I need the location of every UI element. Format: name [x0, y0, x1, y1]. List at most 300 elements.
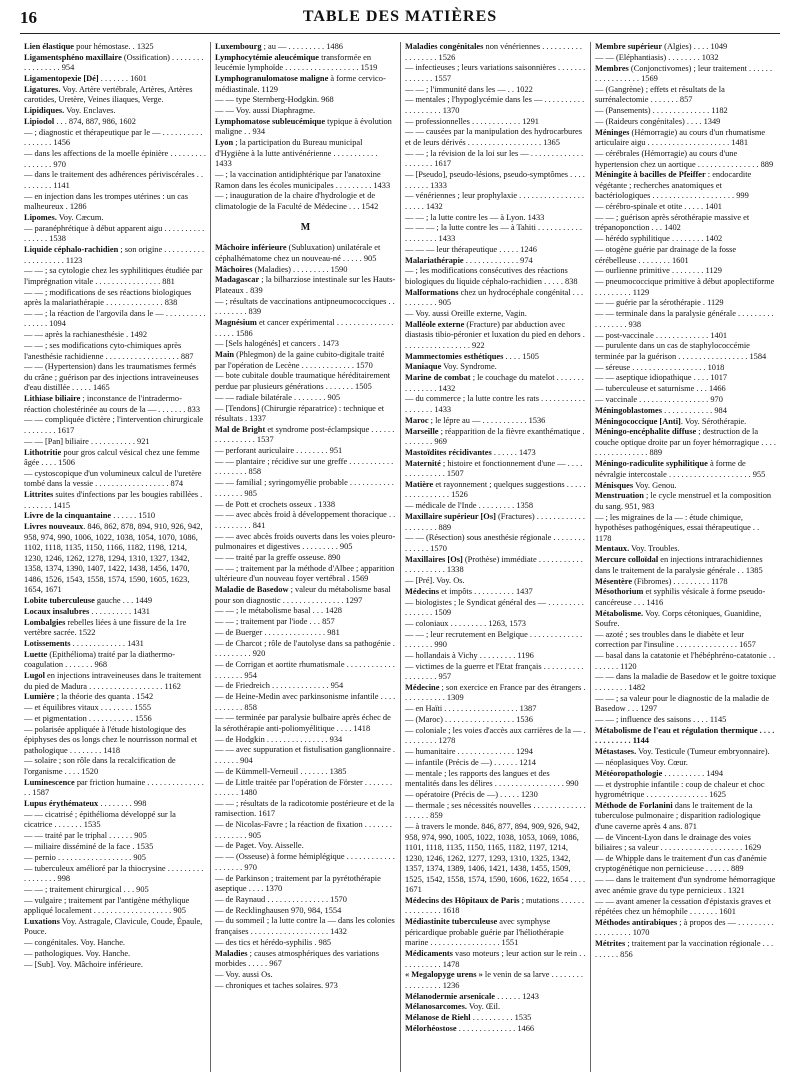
- index-entry: [24, 394, 206, 415]
- entry-text: — (Maroc) . . . . . . . . . . . . . . . . . 1536: [405, 715, 533, 725]
- entry-heading: Lymphocytémie aleucémique: [215, 52, 319, 62]
- entry-text: (Epithélioma) traité par la diathermo-coagulation . . . . . . . 968: [24, 649, 175, 670]
- entry-text: (Conjonctivomes) ; leur traitement . . . . . . . . . . . . . . . . . 1569: [595, 63, 773, 84]
- entry-text: en injections intrarachidiennes dans le traitement de la paralysie générale . . 1385: [595, 555, 763, 575]
- entry-text: et impôts . . . . . . . . . . 1437: [438, 586, 533, 596]
- index-entry: [405, 970, 586, 991]
- entry-text: et cancer expérimental . . . . . . . . . . . . . . . . . . . 1586: [215, 318, 394, 338]
- entry-heading: Mentaux.: [595, 544, 630, 554]
- entry-heading: Malléole externe: [405, 319, 465, 329]
- index-entry: [215, 745, 396, 766]
- entry-text: (Subluxation) unilatérale et céphalhématome chez un nouveau-né . . . . . 905: [215, 243, 381, 263]
- entry-text: (Fibromes) . . . . . . . . . 1178: [632, 576, 728, 586]
- entry-text: — ourlienne primitive . . . . . . . . 1129: [595, 266, 722, 276]
- entry-text: à forme cervico-médiastinale. 1129: [215, 74, 386, 94]
- index-entry: [24, 85, 206, 106]
- index-entry: [215, 617, 396, 628]
- entry-text: et syphilis vésicale à forme pseudo-cancéreuse . . . 1416: [595, 587, 766, 607]
- entry-text: . . . . . . . . 998: [98, 799, 147, 809]
- index-entry: [215, 339, 396, 350]
- entry-text: — hérédo syphilitique . . . . . . . . 1402: [595, 234, 723, 244]
- index-entry: [595, 128, 776, 149]
- index-entry: [215, 938, 396, 949]
- index-entry: [405, 822, 586, 896]
- entry-text: ; causes atmosphériques des variations morbides . . . . . 967: [215, 948, 379, 969]
- index-entry: [24, 170, 206, 191]
- entry-text: — médicale de l'Inde . . . . . . . . . 1358: [405, 501, 534, 511]
- index-entry: [24, 74, 206, 85]
- entry-heading: Ligatures.: [24, 84, 61, 94]
- entry-text: — [Pré]. Voy. Os.: [405, 575, 465, 585]
- index-entry: [24, 831, 206, 842]
- entry-heading: Lugol: [24, 671, 45, 680]
- entry-text: ; destruction de la couche optique droite par un foyer hémorragique . . . . . . . . . . . . . . . . . 889: [595, 427, 776, 458]
- entry-heading: Lyon: [215, 138, 234, 148]
- entry-text: — — aseptique idiopathique . . . . 1017: [595, 373, 728, 383]
- index-entry: [405, 416, 586, 427]
- index-entry: [24, 810, 206, 831]
- entry-text: — — ; guérison après sérothérapie massive et trépanoponction . . . 1402: [595, 212, 750, 233]
- entry-heading: Maxillaires [Os]: [405, 554, 463, 564]
- entry-heading: Médecine: [405, 682, 440, 692]
- entry-text: — [Sub]. Voy. Mâchoire inférieure.: [24, 959, 143, 969]
- index-entry: [595, 42, 776, 53]
- entry-text: suites d'infections par les bougies rabillées . . . . . . . . 1415: [24, 490, 203, 510]
- index-entry: [215, 713, 396, 734]
- page-number: 16: [20, 8, 37, 27]
- index-entry: [215, 500, 396, 511]
- entry-text: — — dans le traitement d'un syndrome hémorragique avec anémie grave du type pernicieux . 1321: [595, 875, 776, 895]
- entry-text: — du sommeil ; la lutte contre la — dans les colonies françaises . . . . . . . . . . . . . . . . . . . 1432: [215, 916, 395, 936]
- index-entry: [24, 725, 206, 757]
- index-entry: [595, 459, 776, 480]
- index-entry: [595, 117, 776, 128]
- index-column-4: [590, 42, 780, 1072]
- entry-text: gauche . . . 1449: [94, 596, 153, 606]
- entry-heading: Méninges: [595, 127, 630, 137]
- index-entry: [405, 459, 586, 480]
- entry-text: — ; inauguration de la chaire d'hydrologie et de climatologie de la Faculté de Médecine . . . 1542: [215, 191, 379, 211]
- entry-text: — opératoire (Précis de —) . . . . . 1230: [405, 790, 538, 800]
- index-entry: [595, 544, 776, 555]
- index-entry: [215, 820, 396, 841]
- index-entry: [405, 85, 586, 96]
- index-entry: [405, 427, 586, 448]
- entry-text: . . . . 1505: [503, 351, 539, 361]
- index-entry: [595, 609, 776, 630]
- index-entry: [405, 801, 586, 822]
- index-entry: [24, 245, 206, 266]
- index-entry: [595, 298, 776, 309]
- index-entry: [215, 639, 396, 660]
- index-entry: [405, 619, 586, 630]
- index-entry: [595, 833, 776, 854]
- index-entry: [595, 694, 776, 715]
- index-entry: [215, 275, 396, 296]
- entry-text: — dans le traitement des adhérences périviscérales . . . . . . . . . 1141: [24, 170, 204, 190]
- index-entry: [405, 512, 586, 533]
- entry-heading: « Megalopyge urens »: [405, 970, 483, 980]
- index-entry: [405, 683, 586, 704]
- entry-text: en injections intraveineuses dans le traitement du pied de Madura . . . . . . . . . . . . . . . . . . 1162: [24, 671, 202, 691]
- index-entry: [24, 917, 206, 938]
- entry-text: — — (Eléphantiasis) . . . . . . . . 1032: [595, 52, 719, 62]
- index-entry: [215, 767, 396, 778]
- index-entry: [215, 446, 396, 457]
- entry-text: non vénériennes . . . . . . . . . . . . . . . . . . 1526: [405, 42, 583, 62]
- page-header: [20, 8, 780, 30]
- index-entry: [24, 490, 206, 511]
- index-entry: [24, 117, 206, 128]
- index-entry: [215, 138, 396, 170]
- index-entry: [405, 1024, 586, 1035]
- index-entry: [405, 587, 586, 598]
- index-entry: [24, 639, 206, 650]
- index-entry: [595, 149, 776, 170]
- entry-text: — de Vincent-Lyon dans le drainage des voies biliaires ; sa valeur . . . . . . . . . . . . . . . . . . . . 1629: [595, 832, 762, 853]
- entry-text: — coloniale ; les voies d'accès aux carrières de la — . . . . . . . . . 1278: [405, 725, 586, 746]
- entry-text: — pathologiques. Voy. Hanche.: [24, 949, 131, 959]
- entry-text: — — type Sternberg-Hodgkin. 968: [215, 95, 334, 105]
- index-entry: [215, 106, 396, 117]
- index-entry: [24, 864, 206, 885]
- entry-text: — infantile (Précis de —) . . . . . . 1214: [405, 757, 536, 767]
- index-entry: [405, 758, 586, 769]
- entry-text: — — ; la révision de la loi sur les — . . . . . . . . . . . . . . . . . . . . 1617: [405, 148, 584, 169]
- index-entry: [405, 63, 586, 84]
- index-entry: [24, 618, 206, 639]
- index-entry: [405, 790, 586, 801]
- entry-text: . . . . . . . . . . . . . 974: [463, 255, 533, 265]
- entry-text: — — ; sa valeur pour le diagnostic de la maladie de Basedow . . . 1297: [595, 693, 770, 714]
- index-entry: [215, 981, 396, 992]
- entry-heading: Lipidiques.: [24, 106, 65, 116]
- entry-text: — de Nicolas-Favre ; la réaction de fixation . . . . . . . . . . . . . . . 905: [215, 820, 392, 840]
- index-column-1: [20, 42, 210, 1072]
- index-entry: [24, 960, 206, 971]
- index-entry: [215, 906, 396, 917]
- index-entry: [24, 607, 206, 618]
- entry-text: — (Raideurs congénitales) . . . . 1349: [595, 116, 721, 126]
- entry-text: — hollandais à Vichy . . . . . . . . . 1196: [405, 650, 534, 660]
- index-entry: [405, 704, 586, 715]
- entry-text: ; la bilharziose intestinale sur les Hauts-Plateaux . 839: [215, 275, 396, 295]
- index-entry: [595, 395, 776, 406]
- entry-heading: Malformations: [405, 287, 459, 297]
- entry-text: — bote cubitale double traumatique héréditairement perdue par plusieurs générations . . . . . . . 1505: [215, 371, 391, 391]
- index-entry: [595, 406, 776, 417]
- entry-heading: Madagascar: [215, 275, 260, 285]
- index-entry: [595, 64, 776, 85]
- entry-text: — vulgaire ; traitement par l'antigène méthylique appliqué localement . . . . . . . . . . . . . . . . . . . 905: [24, 895, 190, 916]
- entry-text: — [Sels halogénés] et cancers . 1473: [215, 339, 339, 349]
- entry-text: ; son origine . . . . . . . . . . . . . . . . . . . . 1123: [24, 245, 205, 265]
- entry-text: — de Heine-Medin avec parkinsonisme infantile . . . . . . . . . . . 858: [215, 692, 396, 712]
- entry-heading: Maladies: [215, 948, 248, 958]
- entry-text: — ; les modifications consécutives des réactions biologiques du liquide céphalo-rachidien . . . . . 838: [405, 266, 578, 286]
- index-entry: [24, 799, 206, 810]
- entry-heading: Lobite tuberculeuse: [24, 596, 95, 606]
- index-entry: [215, 265, 396, 276]
- entry-text: ; son exercice en France par des étrangers . . . . . . . . . . . 1309: [405, 682, 586, 703]
- index-entry: [595, 897, 776, 918]
- index-entry: [595, 491, 776, 512]
- entry-heading: Mammectomies esthétiques: [405, 351, 504, 361]
- index-entry: [405, 352, 586, 363]
- index-entry: [215, 297, 396, 318]
- entry-heading: Mal de Bright: [215, 424, 266, 434]
- index-entry: [595, 630, 776, 651]
- index-entry: [405, 715, 586, 726]
- index-entry: [215, 170, 396, 191]
- index-entry: [215, 191, 396, 212]
- index-entry: [215, 117, 396, 138]
- entry-text: — — ; résultats de la radicotomie postérieure et de la ramisection. 1617: [215, 798, 395, 819]
- entry-text: — [Pseudo], pseudo-lésions, pseudo-symptômes . . . . . . . . . . 1333: [405, 170, 585, 190]
- index-entry: [595, 939, 776, 960]
- entry-text: — — ; le métabolisme basal . . . 1428: [215, 606, 342, 616]
- entry-text: et rayonnement ; quelques suggestions . . . . . . . . . . . . . . . . 1526: [405, 479, 586, 500]
- entry-text: — ; résultats de vaccinations antipneumococciques . . . . . . . . . . 839: [215, 296, 395, 317]
- entry-text: — infectieuses ; leurs variations saisonnières . . . . . . . . . . . . . . 1557: [405, 63, 586, 83]
- entry-heading: Maxillaire supérieur [Os]: [405, 512, 496, 522]
- index-entry: [405, 42, 586, 63]
- entry-text: typique à évolution maligne . . 934: [215, 116, 392, 137]
- entry-text: — et équilibres vitaux . . . . . . . . 1555: [24, 703, 152, 713]
- entry-text: — en injection dans les trompes utérines : un cas malheureux . 1286: [24, 191, 188, 212]
- entry-heading: Méthode de Forlanini: [595, 800, 673, 810]
- index-entry: [24, 128, 206, 149]
- index-entry: [595, 587, 776, 608]
- entry-text: dans le traitement de la tuberculose pulmonaire ; disparition radiologique d'une caverne après 4 ans. 871: [595, 800, 761, 831]
- entry-text: (Maladies) . . . . . . . . . 1590: [252, 264, 348, 274]
- index-entry: [595, 758, 776, 769]
- index-entry: [24, 949, 206, 960]
- index-entry: [595, 417, 776, 428]
- entry-text: — perforant auriculaire . . . . . . . . 951: [215, 446, 343, 456]
- entry-text: — paranéphrétique à début apparent aigu . . . . . . . . . . . . . . . . 1538: [24, 223, 205, 244]
- entry-text: — thermale ; ses nécessités nouvelles . . . . . . . . . . . . . . . . . . . 859: [405, 800, 586, 821]
- index-entry: [215, 949, 396, 970]
- entry-text: Voy. Corps cétoniques, Guanidine, Soufre.: [595, 608, 762, 629]
- index-column-2: [210, 42, 400, 1072]
- entry-text: — coloniaux . . . . . . . . . 1263, 1573: [405, 618, 526, 628]
- entry-text: — biologistes ; le Syndicat général des — . . . . . . . . . . . . . . . . 1509: [405, 597, 584, 617]
- entry-text: — ; diagnostic et thérapeutique par le — . . . . . . . . . . . . . . . . . 1456: [24, 127, 203, 148]
- entry-text: — — ; la réaction de l'argovila dans le — . . . . . . . . . . . . . . . . 1094: [24, 308, 206, 329]
- index-entry: [24, 42, 206, 53]
- entry-text: — — compliquée d'ictère ; l'intervention chirurgicale . . . . . . . . 1617: [24, 415, 204, 435]
- entry-heading: Médecins des Hôpitaux de Paris: [405, 895, 520, 905]
- index-entry: [24, 896, 206, 917]
- entry-text: — [Tendons] (Chirurgie réparatrice) : technique et résultats . 1337: [215, 403, 385, 424]
- index-entry: [595, 363, 776, 374]
- index-entry: [595, 202, 776, 213]
- index-entry: [595, 373, 776, 384]
- entry-text: — néoplasiques Voy. Cœur.: [595, 757, 688, 767]
- index-entry: [215, 735, 396, 746]
- entry-text: — polarisée appliquée à l'étude histologique des épiphyses des os longs chez le nourrisson normal et pathologique . . . . . . . . 1418: [24, 724, 198, 755]
- entry-text: — — guérie par la sérothérapie . 1129: [595, 298, 724, 308]
- entry-text: ; le lépre au — . . . . . . . . . . . 1536: [428, 415, 546, 425]
- entry-heading: Lithiase biliaire: [24, 394, 81, 404]
- index-column-3: [400, 42, 590, 1072]
- index-entry: [595, 170, 776, 202]
- index-entry: [24, 714, 206, 725]
- entry-text: ; histoire et fonctionnement d'une — . . . . . . . . . . . . . . 1507: [405, 458, 583, 479]
- index-entry: [405, 747, 586, 758]
- entry-text: . . . 874, 887, 986, 1602: [54, 116, 136, 126]
- index-entry: [215, 970, 396, 981]
- entry-text: — en Haïti . . . . . . . . . . . . . . . . . . 1387: [405, 704, 537, 714]
- entry-heading: Météoropathologie: [595, 768, 663, 778]
- entry-text: — — traité par la greffe osseuse. 890: [215, 552, 341, 562]
- index-entry: [215, 404, 396, 425]
- entry-text: (Algies) . . . . 1049: [662, 42, 728, 51]
- entry-text: — tuberculeux amélioré par la thiocrysine . . . . . . . . . . . . . . . . . 998: [24, 863, 204, 884]
- index-entry: [595, 266, 776, 277]
- index-entry: [595, 672, 776, 693]
- index-entry: [24, 448, 206, 469]
- index-entry: [405, 726, 586, 747]
- entry-text: — de Parkinson ; traitement par la pyrétothérapie aseptique . . . . 1370: [215, 873, 381, 894]
- index-entry: [595, 53, 776, 64]
- entry-heading: Liquide céphalo-rachidien: [24, 245, 119, 255]
- entry-text: — — radiale bilatérale . . . . . . . . 905: [215, 392, 341, 402]
- entry-text: . . . . . . . . . . 1535: [470, 1013, 532, 1023]
- index-entry: [405, 1013, 586, 1024]
- entry-text: Voy. Astragale, Clavicule, Coude, Épaule, Pouce.: [24, 916, 203, 937]
- entry-heading: Médecins: [405, 586, 439, 596]
- index-columns: [20, 42, 780, 1072]
- index-entry: [24, 703, 206, 714]
- entry-text: . . . . . . . 1601: [98, 74, 147, 84]
- entry-heading: Lombalgies: [24, 617, 66, 627]
- index-entry: [24, 522, 206, 596]
- entry-heading: Magnésium: [215, 318, 257, 328]
- index-entry: [215, 852, 396, 873]
- entry-heading: Ménisques: [595, 480, 634, 490]
- index-entry: [215, 916, 396, 937]
- entry-heading: Membres: [595, 63, 629, 73]
- entry-heading: Luette: [24, 649, 48, 659]
- index-entry: [405, 223, 586, 244]
- entry-heading: Mélanosarcomes.: [405, 1002, 467, 1012]
- entry-text: — — ; l'immunité dans les — . . 1022: [405, 84, 533, 94]
- entry-text: — (Gangrène) ; effets et résultats de la surrénalectomie . . . . . . . 857: [595, 84, 725, 105]
- entry-text: ; à propos des — . . . . . . . . . . . . . . . . . . 1070: [595, 917, 774, 938]
- entry-text: ; le cycle menstruel et la composition du sang. 951, 983: [595, 491, 772, 511]
- entry-text: — de Raynaud . . . . . . . . . . . . . . . 1570: [215, 894, 347, 904]
- index-entry: [405, 191, 586, 212]
- entry-text: . . . . . . 1473: [491, 447, 536, 457]
- entry-text: ; la participation du Bureau municipal d'Hygiène à la lutte antivénérienne . . . . . . . . . . . 1433: [215, 138, 378, 169]
- index-entry: [24, 224, 206, 245]
- entry-text: pour hémostase. . 1325: [74, 42, 154, 51]
- entry-heading: Maladie de Basedow: [215, 585, 289, 595]
- entry-text: — de Hodgkin . . . . . . . . . . . . . . . 934: [215, 734, 343, 744]
- index-entry: [595, 481, 776, 492]
- index-entry: [24, 692, 206, 703]
- entry-text: — — ; sa cytologie chez les syphilitiques étudiée par l'imprégnation vitale . . . . . . . . . . . . . . . . 881: [24, 266, 203, 286]
- index-entry: [595, 213, 776, 234]
- index-entry: [595, 85, 776, 106]
- entry-text: — — ; traitement par l'iode . . . 857: [215, 617, 335, 627]
- entry-text: — basal dans la catatonie et l'hébéphréno-catatonie . . . . . . . . 1120: [595, 651, 776, 671]
- index-entry: [595, 780, 776, 801]
- entry-text: — et pigmentation . . . . . . . . . . . 1556: [24, 713, 152, 723]
- entry-heading: Livres nouveaux: [24, 522, 84, 532]
- entry-text: — mentale ; les rapports des langues et des mentalités dans les délires . . . . . . . . . . . . . . . . . 990: [405, 768, 579, 789]
- index-entry: [215, 350, 396, 371]
- entry-heading: Métabolisme de l'eau et régulation thermique . . . . . . . . . . . . . 1144: [595, 725, 775, 746]
- entry-heading: Main: [215, 350, 235, 360]
- entry-text: — de Kümmell-Verneuil . . . . . . . 1385: [215, 766, 347, 776]
- entry-text: ; mutations . . . . . . . . . . . . . . . 1618: [405, 895, 585, 916]
- index-entry: [24, 650, 206, 671]
- index-entry: [24, 213, 206, 224]
- index-entry: [24, 53, 206, 74]
- entry-text: Voy. Œil.: [466, 1002, 501, 1012]
- entry-text: — — avant amener la cessation d'épistaxis graves et répétées chez un hémophile . . . . . . . 1601: [595, 896, 771, 917]
- index-entry: [405, 576, 586, 587]
- entry-text: — — traité par le triphal . . . . . . 905: [24, 831, 147, 841]
- index-entry: [215, 393, 396, 404]
- entry-text: — — causées par la manipulation des hydrocarbures et de leurs dérivés . . . . . . . . . . . . . . . . . . 1365: [405, 127, 582, 147]
- entry-text: ; inconstance de l'intradermo-réaction cholestérinée au cours de la — . . . . . . . 833: [24, 394, 201, 414]
- entry-text: — de Charcot ; rôle de l'autolyse dans sa pathogénie . . . . . . . . . . 920: [215, 638, 395, 659]
- entry-text: (Hémorragie) au cours d'un rhumatisme articulaire aigu . . . . . . . . . . . . . . . . . . . . 1481: [595, 127, 766, 148]
- index-entry: [24, 149, 206, 170]
- header-rule: [20, 33, 780, 34]
- entry-heading: Médicaments: [405, 949, 453, 959]
- entry-heading: Mélorhéostose: [405, 1024, 457, 1034]
- index-entry: [405, 630, 586, 651]
- entry-text: transformée en leucémie lymphoïde . . . . . . . . . . . . . . . . . . 1519: [215, 52, 378, 73]
- entry-text: — chroniques et taches solaires. 973: [215, 980, 338, 990]
- entry-heading: Matière: [405, 479, 434, 489]
- entry-text: ; valeur du métabolisme basal pour son diagnostic . . . . . . . . . . . . . . . 1297: [215, 585, 391, 605]
- entry-text: . . . . . . . . . . 1494: [662, 768, 724, 778]
- index-entry: [595, 854, 776, 875]
- entry-text: — séreuse . . . . . . . . . . . . . . . . . . 1018: [595, 362, 725, 372]
- entry-text: — de Whipple dans le traitement d'un cas d'anémie cryptogénétique non pernicieuse . . . . . . 889: [595, 853, 767, 874]
- entry-text: — — ; ses modifications cyto-chimiques après l'anesthésie rachidienne . . . . . . . . . . . . . . . . . . 887: [24, 341, 194, 361]
- index-entry: [24, 415, 206, 436]
- index-entry: [24, 885, 206, 896]
- entry-text: — miliaire disséminé de la face . 1535: [24, 841, 154, 851]
- entry-text: . Voy. Sérothérapie.: [680, 416, 747, 426]
- entry-text: — post-vaccinale . . . . . . . . . . . . . 1401: [595, 330, 728, 340]
- index-entry: [405, 448, 586, 459]
- entry-heading: Littrites: [24, 490, 54, 500]
- entry-heading: Ligamentsphéno maxillaire: [24, 52, 122, 62]
- index-entry: [595, 234, 776, 245]
- entry-text: — — [Pan] biliaire . . . . . . . . . . . 921: [24, 436, 150, 446]
- entry-heading: Méthodes antirabiques: [595, 917, 678, 927]
- entry-text: — — Voy. aussi Diaphragme.: [215, 106, 316, 116]
- entry-text: avec symphyse péricardique probable guérie par l'héliothérapie marine . . . . . . . . . . . . . . . . . 1551: [405, 917, 564, 948]
- index-entry: [215, 318, 396, 339]
- index-entry: [405, 992, 586, 1003]
- entry-text: — pernio . . . . . . . . . . . . . . . . . . 905: [24, 852, 146, 862]
- entry-text: — Voy. aussi Oreille externe, Vagin.: [405, 308, 527, 318]
- index-entry: [215, 660, 396, 681]
- entry-heading: Maternité: [405, 458, 441, 468]
- entry-text: Voy. Genou.: [633, 480, 677, 490]
- index-entry: [24, 842, 206, 853]
- index-entry: [215, 778, 396, 799]
